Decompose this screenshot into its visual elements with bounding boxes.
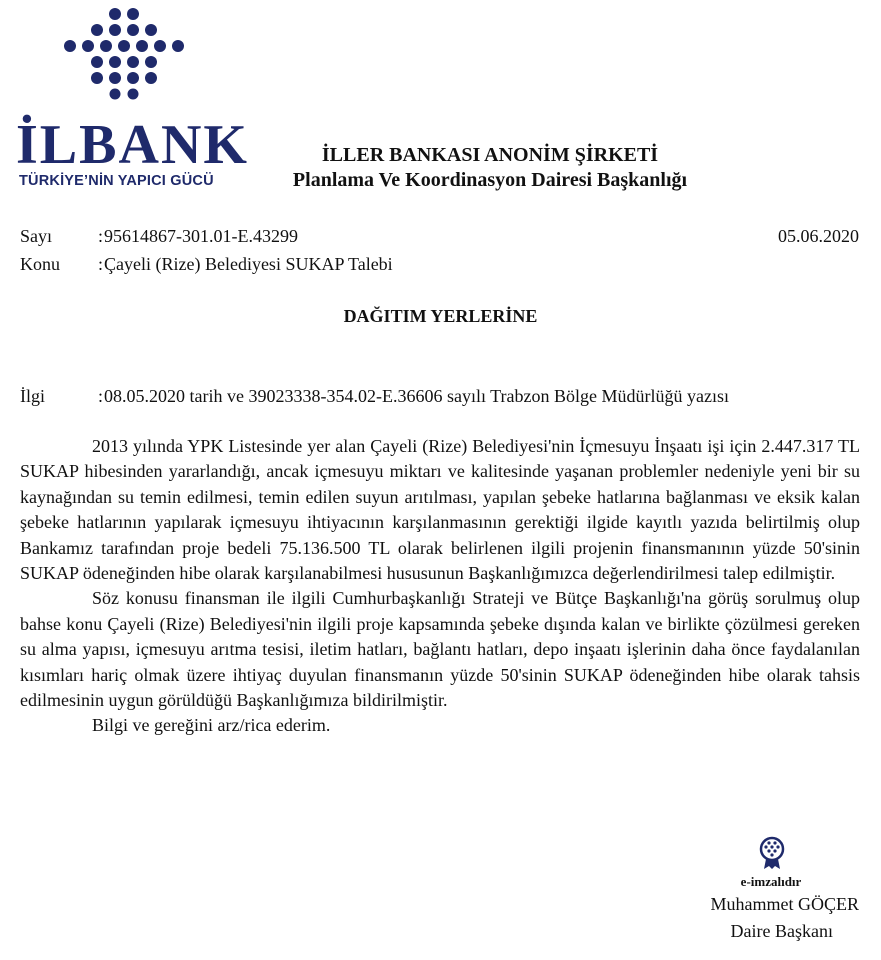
paragraph-2: Söz konusu finansman ile ilgili Cumhurbaşkanlığı Strateji ve Bütçe Başkanlığı'na görüş sorulmuş olup bahse konu Çayeli (Rize) Belediyesi'nin ilgili proje kapsamında şebeke dışında kalan ve birlikte çözülmesi gereken su alma yapısı, içmesuyu arıtma tesisi, iletim hatları, bağlantı hatları, depo inşaatı işlerinin daha önce faydalanılan kısımları hariç olmak üzere ihtiyaç duyulan finansmanın yüzde 50'sinin SUKAP ödeneğinden hibe olarak tahsis edilmesinin uygun görüldüğü Başkanlığımıza bildirilmiştir. — [20, 588, 860, 711]
logo-wordmark — [16, 114, 249, 189]
ilgi-label: İlgi — [20, 386, 45, 406]
e-signature-seal-icon — [758, 836, 786, 870]
logo-brand: İLBANK — [16, 114, 249, 176]
konu-label: Konu — [20, 254, 60, 274]
ilgi-value: 08.05.2020 tarih ve 39023338-354.02-E.36606 sayılı Trabzon Bölge Müdürlüğü yazısı — [104, 386, 729, 406]
letter-body — [20, 434, 860, 739]
sayi-label: Sayı — [20, 226, 53, 246]
ilbank-logo-icon — [60, 8, 190, 100]
konu-colon: : — [98, 254, 104, 274]
konu-row — [20, 254, 393, 275]
department-name: Planlama Ve Koordinasyon Dairesi Başkanlığı — [292, 169, 688, 191]
addressee-heading: DAĞITIM YERLERİNE — [343, 306, 538, 326]
ilgi-colon: : — [98, 386, 104, 406]
paragraph-1: 2013 yılında YPK Listesinde yer alan Çayeli (Rize) Belediyesi'nin İçmesuyu İnşaatı işi için 2.447.317 TL SUKAP hibesinden yararlandığı, ancak içmesuyu miktarı ve kalitesinde yaşanan problemler nedeniyle yeni bir su kaynağından su temin edilmesi, temin edilen suyun arıtılması, yapılan şebeke hatlarına bağlanması ve eksik kalan şebeke hatlarının yapılarak içmesuyu ihtiyacının karşılanmasının gerektiği ilgide kayıtlı yazıda belirtilmiş olup Bankamız tarafından proje bedeli 75.136.500 TL olarak belirlenen ilgili projenin finansmanının yüzde 50'sinin SUKAP ödeneğinden hibe olarak karşılanabilmesi hususunun Başkanlığımızca değerlendirilmesi talep edilmiştir. — [20, 436, 860, 584]
signatory-name: Muhammet GÖÇER — [710, 894, 859, 914]
document-date: 05.06.2020 — [778, 226, 859, 246]
sayi-value: 95614867-301.01-E.43299 — [104, 226, 298, 246]
organization-name: İLLER BANKASI ANONİM ŞİRKETİ — [321, 144, 659, 166]
konu-value: Çayeli (Rize) Belediyesi SUKAP Talebi — [104, 254, 393, 274]
ilgi-row — [20, 386, 729, 407]
sayi-row — [20, 226, 298, 247]
sayi-colon: : — [98, 226, 104, 246]
paragraph-3: Bilgi ve gereğini arz/rica ederim. — [92, 715, 331, 736]
logo-tagline: TÜRKİYE’NİN YAPICI GÜCÜ — [19, 173, 214, 189]
signatory-title: Daire Başkanı — [730, 921, 833, 941]
e-signed-label: e-imzalıdır — [740, 874, 802, 889]
